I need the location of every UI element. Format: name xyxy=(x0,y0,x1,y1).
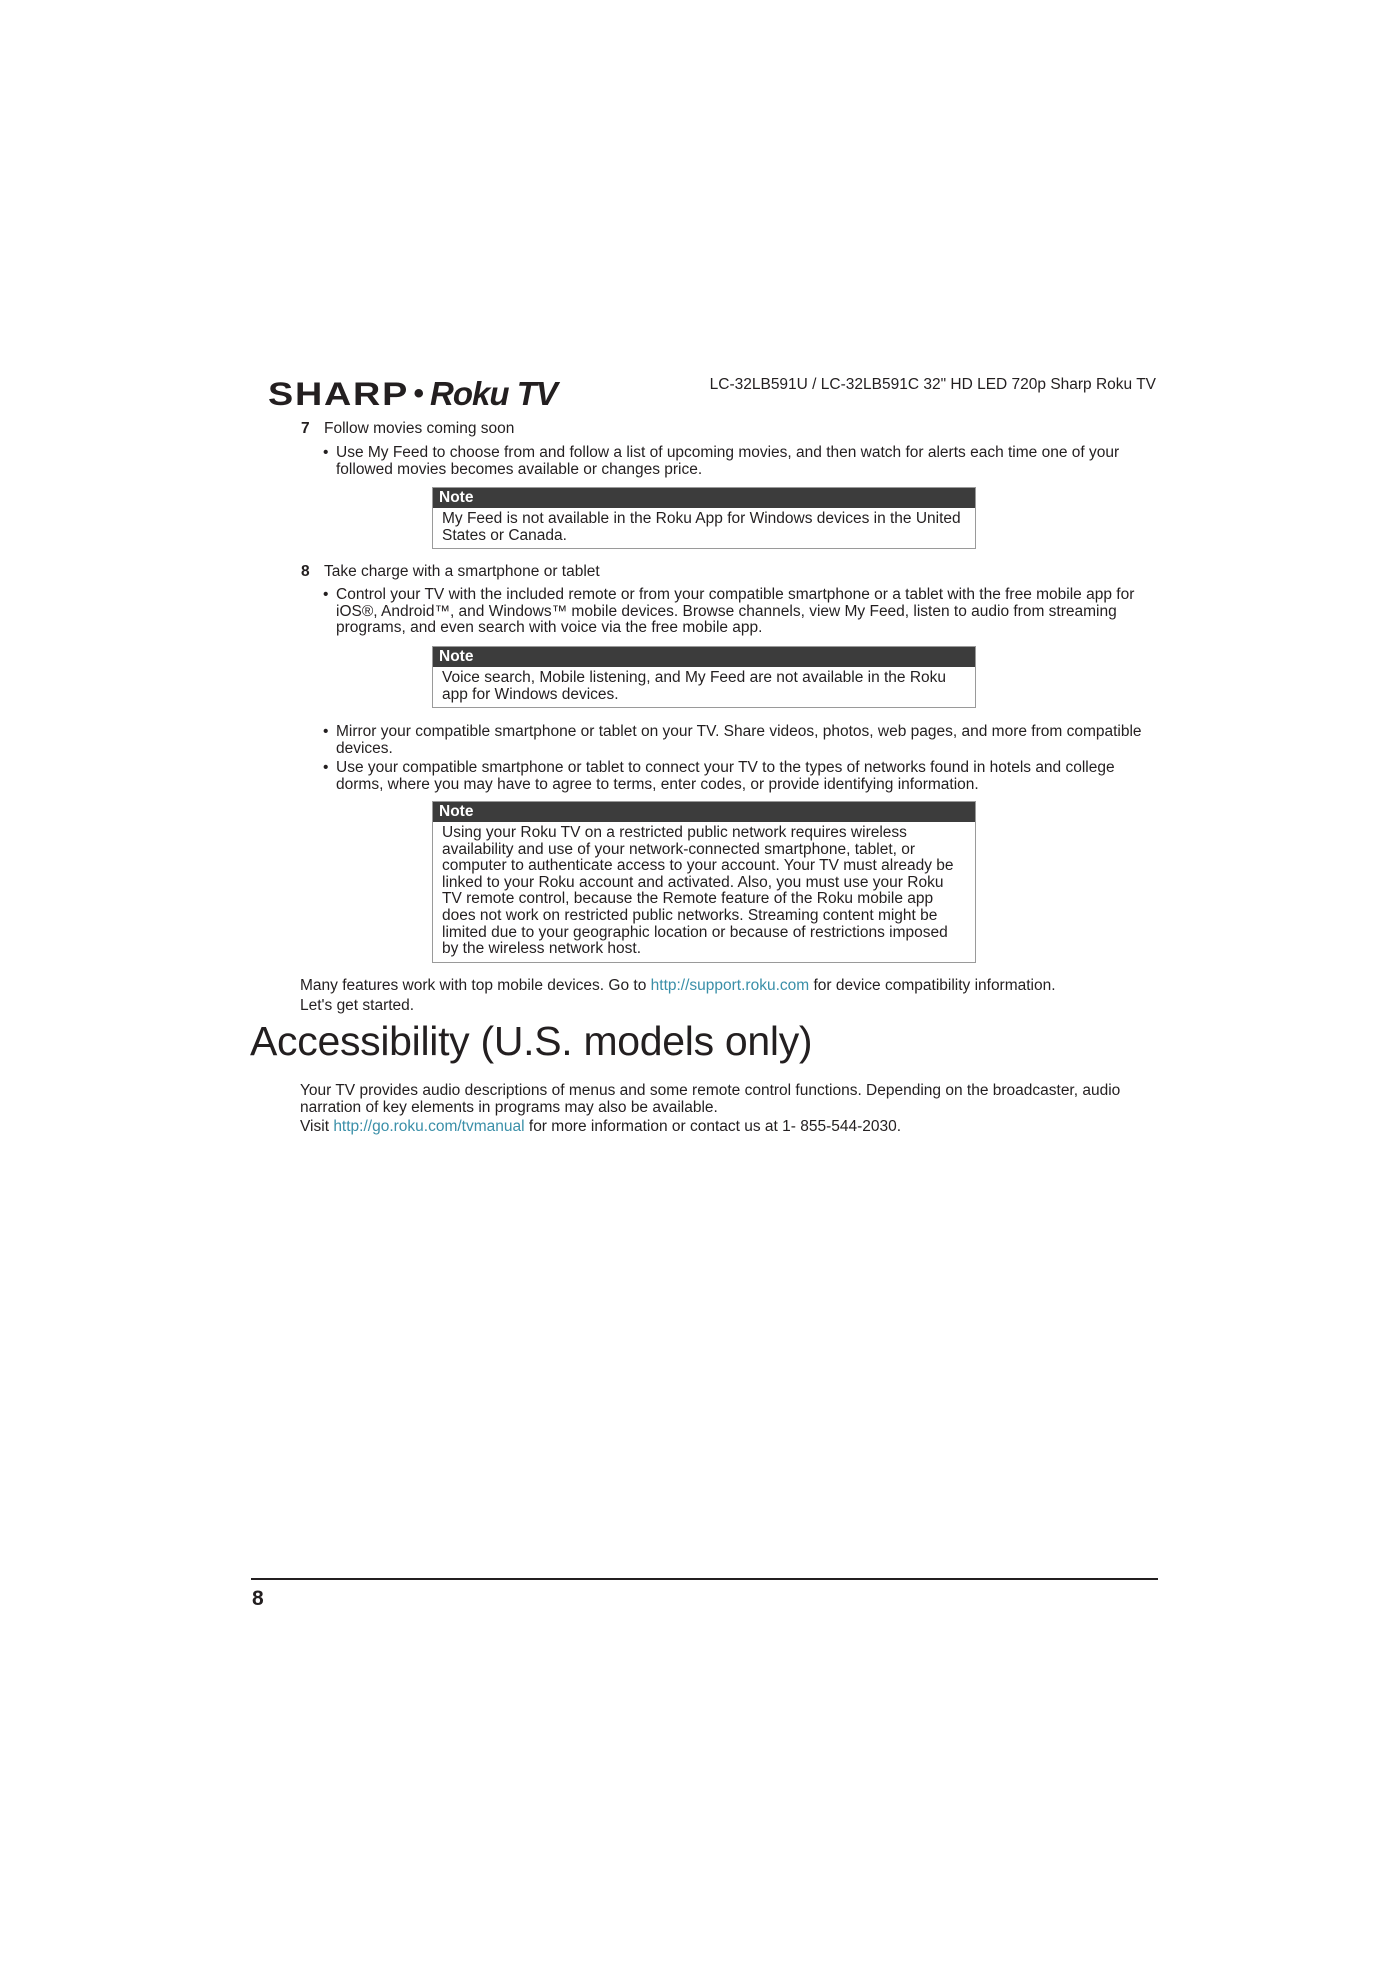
numbered-item-8 xyxy=(301,564,600,581)
bullet-text: Mirror your compatible smartphone or tablet on your TV. Share videos, photos, web pages, and more from compatible devices. xyxy=(336,723,1142,757)
footer-rule xyxy=(251,1578,1158,1580)
note-label: Note xyxy=(433,802,975,822)
bullet-text: Use My Feed to choose from and follow a list of upcoming movies, and then watch for alerts each time one of your followed movies becomes available or changes price. xyxy=(336,444,1120,478)
item-number: 8 xyxy=(301,563,310,580)
bullet-networks xyxy=(323,760,1153,793)
lets-get-started: Let's get started. xyxy=(300,997,415,1014)
bullet-marker: • xyxy=(323,586,329,603)
logo-dot: • xyxy=(413,377,425,410)
logo-sharp-text: SHARP xyxy=(268,376,410,412)
note-box-3 xyxy=(432,801,976,963)
support-roku-link[interactable]: http://support.roku.com xyxy=(650,977,810,994)
note-text: My Feed is not available in the Roku App for Windows devices in the United States or Canada. xyxy=(442,510,961,544)
header-model-title: LC-32LB591U / LC-32LB591C 32" HD LED 720p Sharp Roku TV xyxy=(709,376,1156,393)
accessibility-body: Your TV provides audio descriptions of menus and some remote control functions. Depending on the broadcaster, audio narration of key elements in programs may also be available. xyxy=(300,1082,1121,1116)
visit-text-pre: Visit xyxy=(300,1118,334,1135)
bullet-control-tv xyxy=(323,587,1153,637)
features-text-post: for device compatibility information. xyxy=(809,977,1056,994)
bullet-mirror xyxy=(323,724,1153,757)
numbered-item-7 xyxy=(301,421,514,438)
note-box-2 xyxy=(432,646,976,708)
bullet-text: Control your TV with the included remote or from your compatible smartphone or a tablet with the free mobile app for iOS®, Android™, and Windows™ mobile devices. Browse channels, view My Feed, listen to audio from streaming programs, and even search with voice via the free mobile app. xyxy=(336,586,1135,636)
bullet-text: Use your compatible smartphone or tablet to connect your TV to the types of networks found in hotels and college dorms, where you may have to agree to terms, enter codes, or provide identifying information. xyxy=(336,759,1115,793)
page-number: 8 xyxy=(252,1587,264,1610)
sharp-roku-tv-logo xyxy=(268,375,557,413)
features-text-pre: Many features work with top mobile devices. Go to xyxy=(300,977,651,994)
accessibility-heading: Accessibility (U.S. models only) xyxy=(250,1018,813,1064)
logo-roku-text: Roku TV xyxy=(430,375,557,412)
item-title: Take charge with a smartphone or tablet xyxy=(324,563,600,580)
accessibility-visit xyxy=(300,1119,1150,1136)
features-paragraph xyxy=(300,978,1150,995)
bullet-marker: • xyxy=(323,444,329,461)
bullet-marker: • xyxy=(323,759,329,776)
item-number: 7 xyxy=(301,420,310,437)
note-box-1 xyxy=(432,487,976,549)
note-label: Note xyxy=(433,647,975,667)
item-title: Follow movies coming soon xyxy=(324,420,515,437)
bullet-my-feed xyxy=(323,445,1153,478)
visit-text-post: for more information or contact us at 1- 855-544-2030. xyxy=(524,1118,902,1135)
note-text: Using your Roku TV on a restricted public network requires wireless availability and use of your network-connected smartphone, tablet, or computer to authenticate access to your account. Your TV must already be linked to your Roku account and activated. Also, you must use your Roku TV remote control, because the Remote feature of the Roku mobile app does not work on restricted public networks. Streaming content might be limited due to your geographic location or because of restrictions imposed by the wireless network host. xyxy=(442,824,954,958)
bullet-marker: • xyxy=(323,723,329,740)
note-text: Voice search, Mobile listening, and My Feed are not available in the Roku app for Windows devices. xyxy=(442,669,947,703)
tvmanual-link[interactable]: http://go.roku.com/tvmanual xyxy=(333,1118,525,1135)
note-label: Note xyxy=(433,488,975,508)
